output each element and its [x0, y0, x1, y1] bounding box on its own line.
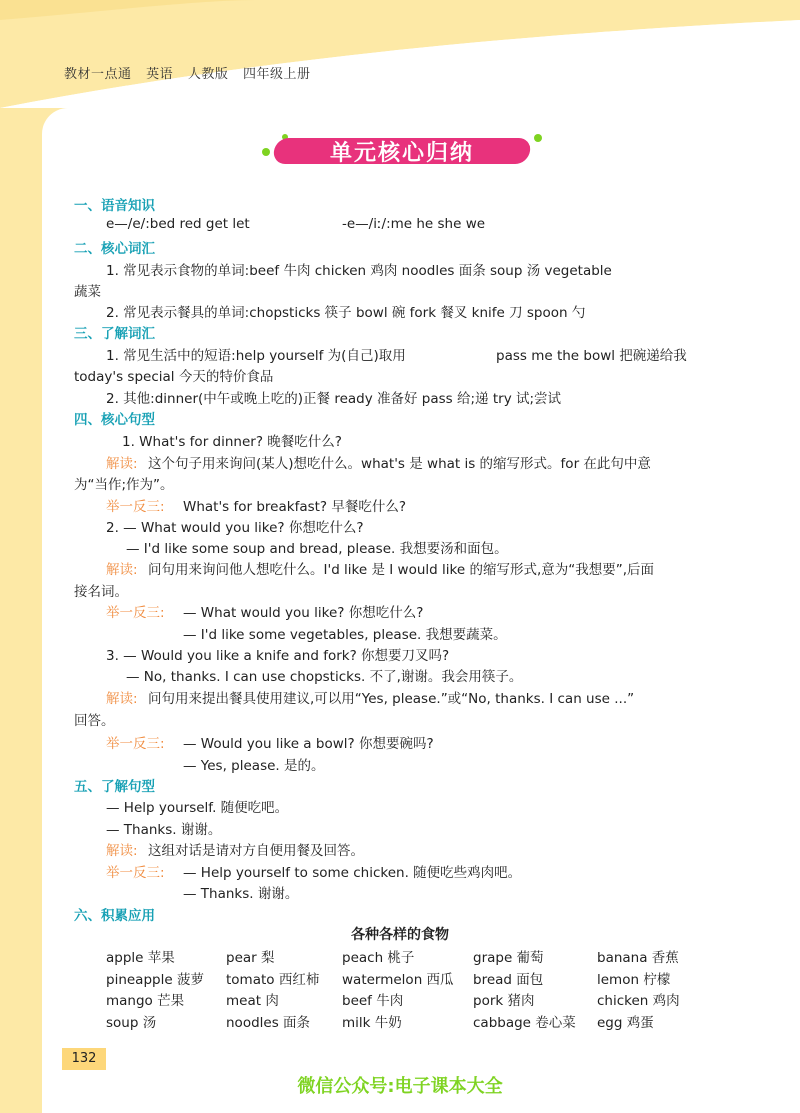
text-line: 回答。 [74, 713, 115, 729]
food-item: cabbage 卷心菜 [473, 1014, 576, 1031]
page-number: 132 [62, 1048, 106, 1070]
example-label: 举一反三: [106, 736, 165, 752]
food-item: chicken 鸡肉 [597, 993, 680, 1009]
text-line: 2. — What would you like? 你想吃什么? [106, 520, 364, 536]
text-line: What's for breakfast? 早餐吃什么? [183, 499, 407, 515]
header-wave-decoration [0, 0, 800, 108]
section-heading: 五、了解句型 [74, 779, 155, 795]
text-line: 1. 常见表示食物的单词:beef 牛肉 chicken 鸡肉 noodles 面条 soup 汤 vegetable [106, 263, 612, 279]
text-line: 蔬菜 [74, 284, 101, 300]
text-line: 问句用来询问他人想吃什么。I'd like 是 I would like 的缩写形式,意为“我想要”,后面 [148, 562, 655, 578]
food-item: pear 梨 [226, 950, 275, 966]
text-line: — What would you like? 你想吃什么? [183, 605, 424, 621]
header-edition: 人教版 [187, 67, 229, 82]
text-line: 1. 常见生活中的短语:help yourself 为(自己)取用 [106, 348, 406, 364]
food-item: pineapple 菠萝 [106, 971, 204, 988]
text-line: — I'd like some vegetables, please. 我想要蔬菜。 [183, 627, 507, 643]
food-item: pork 猪肉 [473, 993, 535, 1009]
text-line: today's special 今天的特价食品 [74, 369, 274, 385]
food-item: soup 汤 [106, 1014, 157, 1031]
title-banner [262, 130, 542, 170]
header-book: 教材一点通 [64, 67, 132, 82]
text-line: e—/e/:bed red get let [106, 216, 250, 232]
food-item: peach 桃子 [342, 950, 415, 966]
top-band [0, 0, 800, 108]
page-title: 单元核心归纳 [329, 141, 474, 166]
food-item: banana 香蕉 [597, 950, 679, 966]
text-line: — Thanks. 谢谢。 [106, 822, 222, 838]
food-item: beef 牛肉 [342, 993, 404, 1009]
interpretation-label: 解读: [106, 691, 138, 707]
text-line: — No, thanks. I can use chopsticks. 不了,谢谢。我会用筷子。 [126, 669, 523, 685]
example-label: 举一反三: [106, 499, 165, 515]
interpretation-label: 解读: [106, 843, 138, 859]
section-heading: 六、积累应用 [74, 908, 155, 924]
text-line: — Thanks. 谢谢。 [183, 886, 299, 902]
section-heading: 一、语音知识 [74, 198, 155, 214]
text-line: -e—/iː/:me he she we [342, 216, 486, 232]
food-item: milk 牛奶 [342, 1014, 402, 1031]
text-line: 1. What's for dinner? 晚餐吃什么? [122, 434, 342, 450]
food-item: bread 面包 [473, 971, 544, 988]
text-line: 2. 常见表示餐具的单词:chopsticks 筷子 bowl 碗 fork 餐叉 knife 刀 spoon 勺 [106, 305, 586, 321]
text-line: 为“当作;作为”。 [74, 477, 174, 493]
header-grade: 四年级上册 [242, 67, 311, 82]
text-line: — Yes, please. 是的。 [183, 758, 325, 774]
footer-watermark: 微信公众号:电子课本大全 [297, 1076, 503, 1097]
header-subject: 英语 [146, 67, 174, 82]
food-item: mango 芒果 [106, 993, 185, 1009]
food-item: noodles 面条 [226, 1014, 311, 1031]
example-label: 举一反三: [106, 605, 165, 621]
running-header [64, 63, 320, 82]
text-line: 这个句子用来询问(某人)想吃什么。what's 是 what is 的缩写形式。for 在此句中意 [148, 456, 651, 472]
section-heading: 二、核心词汇 [74, 241, 155, 257]
section-heading: 四、核心句型 [74, 412, 155, 428]
text-line: 接名词。 [74, 584, 128, 600]
text-line: — I'd like some soup and bread, please. 我想要汤和面包。 [126, 541, 508, 557]
food-item: egg 鸡蛋 [597, 1014, 654, 1031]
text-line: 2. 其他:dinner(中午或晚上吃的)正餐 ready 准备好 pass 给;递 try 试;尝试 [106, 391, 562, 407]
text-line: 这组对话是请对方自便用餐及回答。 [148, 843, 364, 859]
interpretation-label: 解读: [106, 456, 138, 472]
food-item: tomato 西红柿 [226, 971, 320, 988]
text-line: — Help yourself. 随便吃吧。 [106, 800, 289, 816]
food-item: apple 苹果 [106, 950, 175, 966]
text-line: — Would you like a bowl? 你想要碗吗? [183, 736, 434, 752]
text-line: 问句用来提出餐具使用建议,可以用“Yes, please.”或“No, thanks. I can use ...” [148, 691, 635, 707]
interpretation-label: 解读: [106, 562, 138, 578]
text-line: 3. — Would you like a knife and fork? 你想要刀叉吗? [106, 648, 450, 664]
food-table-title: 各种各样的食物 [351, 927, 449, 943]
section-heading: 三、了解词汇 [74, 326, 155, 342]
food-item: lemon 柠檬 [597, 971, 671, 988]
example-label: 举一反三: [106, 865, 165, 881]
food-item: watermelon 西瓜 [342, 971, 454, 988]
text-line: — Help yourself to some chicken. 随便吃些鸡肉吧。 [183, 865, 522, 881]
food-item: grape 葡萄 [473, 950, 544, 966]
text-line: pass me the bowl 把碗递给我 [496, 348, 687, 364]
food-item: meat 肉 [226, 993, 279, 1009]
